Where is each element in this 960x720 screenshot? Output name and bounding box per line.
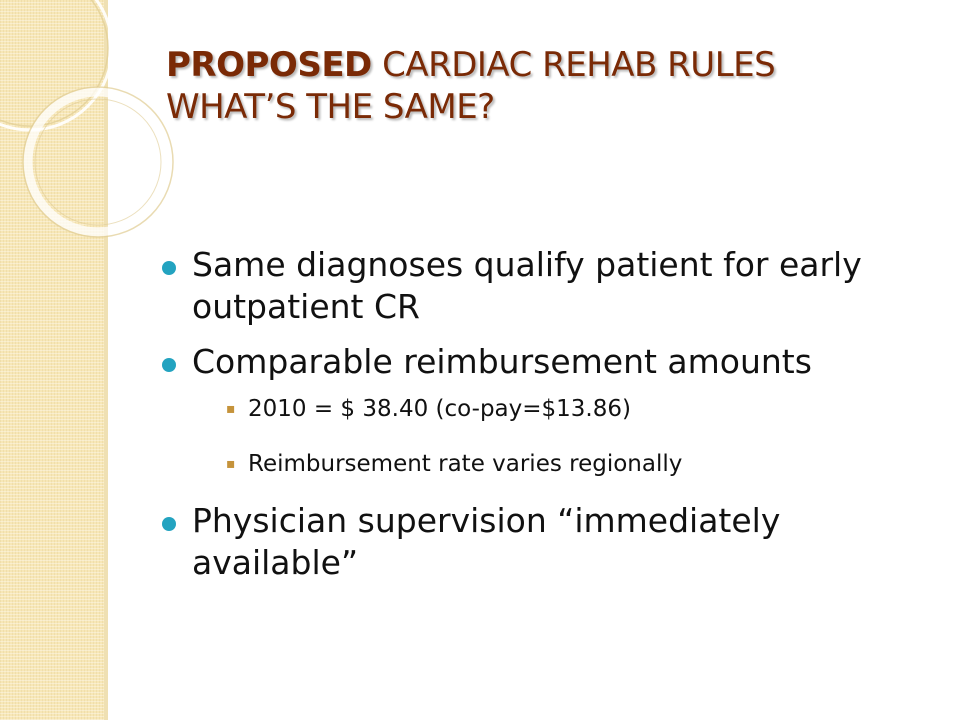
bullet-text: Comparable reimbursement amounts <box>192 342 812 381</box>
bullet-item <box>160 341 920 383</box>
bullet-text: Physician supervision “immediately available” <box>192 501 781 582</box>
sub-bullet-list <box>160 394 920 479</box>
sub-bullet-icon: ▪ <box>226 456 236 472</box>
title-bold-word: PROPOSED <box>166 45 372 85</box>
bullet-dot-icon <box>162 261 176 275</box>
bullet-dot-icon <box>162 517 176 531</box>
sub-bullet-item <box>160 449 920 479</box>
bullet-list <box>160 244 920 597</box>
slide-title <box>166 44 926 128</box>
title-line-2: WHAT’S THE SAME? <box>166 87 495 127</box>
sub-bullet-icon: ▪ <box>226 401 236 417</box>
bullet-dot-icon <box>162 358 176 372</box>
bullet-item <box>160 244 920 328</box>
decorative-rings-icon <box>0 0 140 260</box>
title-rest: CARDIAC REHAB RULES <box>371 45 776 85</box>
sub-bullet-text: Reimbursement rate varies regionally <box>248 451 683 477</box>
bullet-text: Same diagnoses qualify patient for early outpatient CR <box>192 245 862 326</box>
sub-bullet-text: 2010 = $ 38.40 (co-pay=$13.86) <box>248 396 631 422</box>
sub-bullet-item <box>160 394 920 424</box>
title-line-1 <box>166 44 926 86</box>
bullet-item <box>160 500 920 584</box>
